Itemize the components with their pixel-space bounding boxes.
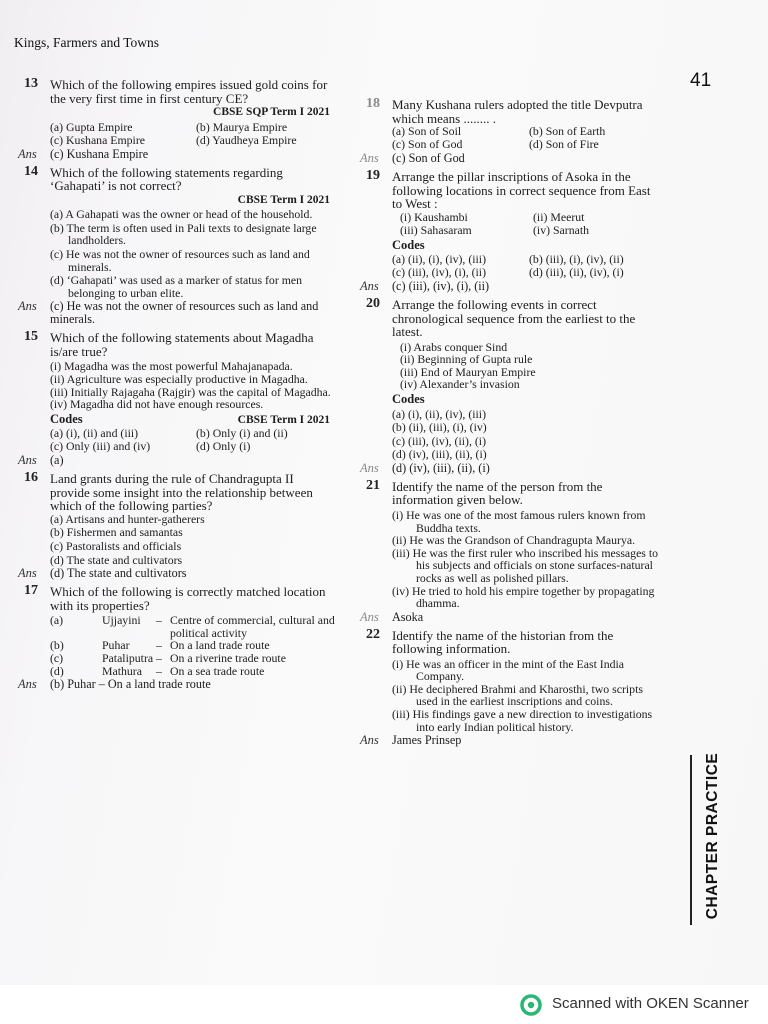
question-number: 15: [24, 329, 38, 345]
options: [392, 253, 660, 279]
statement-iv: (iv) Magadha did not have enough resources.: [50, 397, 264, 412]
events: [392, 341, 660, 391]
question-text: Identify the name of the person from the information given below.: [392, 478, 603, 508]
option-a: (a) Gupta Empire: [50, 119, 133, 134]
match-dash: –: [156, 638, 162, 653]
clue-i: (i) He was one of the most famous rulers known from Buddha texts.: [392, 507, 646, 535]
exam-source: CBSE Term I 2021: [237, 413, 330, 426]
option-a: (a) (i), (ii) and (iii): [50, 426, 139, 441]
answer-text: Asoka: [392, 609, 424, 624]
option-b: (b) The term is often used in Pali texts to designate large landholders.: [50, 220, 317, 248]
clue-iii: (iii) His findings gave a new direction to investigations into early Indian political history.: [392, 707, 653, 734]
match-row: [50, 665, 336, 678]
match-place: Ujjayini: [102, 613, 141, 628]
event-ii: (ii) Beginning of Gupta rule: [400, 352, 533, 367]
options: [50, 208, 336, 299]
question-21: [360, 477, 660, 624]
option-b: (b) Only (i) and (ii): [196, 426, 288, 441]
match-code: (a): [50, 613, 64, 628]
event-i: (i) Arabs conquer Sind: [400, 339, 508, 354]
options: [392, 408, 660, 461]
match-dash: –: [156, 613, 162, 628]
statement-ii: (ii) Agriculture was especially productive in Magadha.: [50, 371, 308, 386]
answer-text: (a): [50, 453, 64, 468]
clue-iii: (iii) He was the first ruler who inscribed his messages to his subjects and officials on stone surfaces-natural rocks as well as polished pillars.: [392, 545, 659, 585]
question-text: Identify the name of the historian from the following information.: [392, 627, 614, 657]
codes-heading: Codes: [50, 411, 83, 426]
exam-source: CBSE Term I 2021: [237, 193, 330, 206]
answer: [360, 279, 660, 294]
question-15: [18, 331, 336, 467]
answer-label: Ans: [18, 146, 37, 161]
options: [50, 513, 336, 566]
option-d: (d) (iv), (iii), (ii), (i): [392, 447, 487, 462]
option-a: (a) A Gahapati was the owner or head of the household.: [50, 207, 313, 222]
question-text: Which of the following statements regarding ‘Gahapati’ is not correct?: [50, 164, 283, 194]
question-14: [18, 163, 336, 327]
question-number: 20: [366, 296, 380, 312]
answer: [18, 677, 336, 692]
clue-i: (i) He was an officer in the mint of the East India Company.: [392, 656, 625, 684]
question-19: [360, 170, 660, 293]
question-text: Which of the following is correctly matched location with its properties?: [50, 584, 326, 613]
option-c: (c) Son of God: [392, 137, 463, 151]
match-desc: Centre of commercial, cultural and political activity: [170, 613, 335, 640]
option-d: (d) (iii), (ii), (iv), (i): [529, 265, 624, 280]
clues: [392, 509, 660, 610]
option-a: (a) Son of Soil: [392, 124, 462, 138]
option-b: (b) Son of Earth: [529, 124, 606, 138]
location-i: (i) Kaushambi: [400, 209, 468, 224]
match-row: [50, 652, 336, 665]
answer: [18, 299, 336, 327]
clues: [392, 658, 660, 734]
option-c: (c) Kushana Empire: [50, 132, 145, 147]
question-number: 19: [366, 168, 380, 183]
answer: [18, 453, 336, 468]
question-16: [18, 472, 336, 580]
question-13: [18, 78, 336, 161]
left-column: [18, 78, 336, 696]
scanner-watermark: Scanned with OKEN Scanner: [552, 995, 749, 1012]
answer: [360, 460, 660, 475]
match-place: Mathura: [102, 663, 142, 678]
clue-ii: (ii) He deciphered Brahmi and Kharosthi, two scripts used in the earliest inscriptions and coins.: [392, 681, 643, 709]
option-a: (a) Artisans and hunter-gatherers: [50, 511, 205, 526]
question-22: [360, 626, 660, 748]
option-d: (d) Son of Fire: [529, 137, 599, 151]
answer-text: (c) Son of God: [392, 151, 465, 165]
option-a: (a) (i), (ii), (iv), (iii): [392, 406, 487, 421]
match-place: Pataliputra: [102, 650, 154, 665]
match-desc: On a land trade route: [170, 638, 270, 653]
match-place: Puhar: [102, 638, 130, 653]
location-iii: (iii) Sahasaram: [400, 222, 472, 237]
option-d: (d) ‘Gahapati’ was used as a marker of status for men belonging to urban elite.: [50, 273, 303, 300]
question-text: Many Kushana rulers adopted the title Devputra which means ........ .: [392, 97, 643, 126]
option-b: (b) (iii), (i), (iv), (ii): [529, 252, 624, 267]
location-ii: (ii) Meerut: [533, 209, 585, 224]
options: [50, 427, 336, 453]
statement-i: (i) Magadha was the most powerful Mahajanapada.: [50, 359, 293, 374]
codes-heading: Codes: [392, 391, 425, 406]
answer-text: (c) (iii), (iv), (i), (ii): [392, 279, 490, 294]
answer-label: Ans: [18, 299, 37, 314]
running-head: Kings, Farmers and Towns: [14, 35, 160, 50]
match-code: (b): [50, 638, 64, 653]
answer-label: Ans: [18, 566, 37, 581]
question-number: 13: [24, 76, 38, 91]
chapter-practice-tab: [690, 752, 722, 925]
answer-text: (d) (iv), (iii), (ii), (i): [392, 460, 490, 475]
question-number: 16: [24, 470, 38, 486]
match-code: (c): [50, 650, 64, 665]
option-d: (d) The state and cultivators: [50, 552, 183, 567]
answer-text: (c) He was not the owner of resources such as land and minerals.: [50, 299, 319, 327]
option-c: (c) Pastoralists and officials: [50, 539, 182, 553]
answer-label: Ans: [360, 279, 379, 294]
clue-iv: (iv) He tried to hold his empire together by propagating dhamma.: [392, 583, 655, 611]
question-17: [18, 585, 336, 691]
chapter-practice-label: CHAPTER PRACTICE: [704, 752, 722, 920]
answer-text: James Prinsep: [392, 733, 462, 748]
option-c: (c) Only (iii) and (iv): [50, 439, 151, 454]
question-number: 18: [366, 96, 380, 111]
answer: [360, 733, 660, 748]
options: [50, 121, 336, 147]
page-number: 41: [690, 70, 712, 91]
scanner-logo-icon: [520, 994, 542, 1016]
event-iii: (iii) End of Mauryan Empire: [400, 364, 536, 379]
answer: [18, 146, 336, 161]
option-d: (d) Yaudheya Empire: [196, 132, 297, 147]
match-desc: On a riverine trade route: [170, 650, 286, 665]
match-dash: –: [156, 650, 162, 665]
option-a: (a) (ii), (i), (iv), (iii): [392, 252, 487, 267]
answer: [360, 151, 660, 165]
locations: [392, 211, 660, 237]
option-c: (c) (iii), (iv), (i), (ii): [392, 265, 487, 280]
option-b: (b) (ii), (iii), (i), (iv): [392, 420, 487, 435]
question-text: Arrange the pillar inscriptions of Asoka in the following locations in correct sequence from East to West :: [392, 169, 651, 211]
question-number: 22: [366, 626, 380, 642]
question-text: Which of the following statements about Magadha is/are true?: [50, 330, 314, 359]
location-iv: (iv) Sarnath: [533, 222, 590, 237]
match-row: [50, 614, 336, 639]
match-dash: –: [156, 663, 162, 678]
answer: [18, 566, 336, 581]
question-text: Which of the following empires issued gold coins for the very first time in first century CE?: [50, 77, 328, 106]
right-column: [360, 98, 660, 752]
question-20: [360, 298, 660, 475]
statement-iii: (iii) Initially Rajagaha (Rajgir) was the capital of Magadha.: [50, 384, 331, 399]
answer: [360, 609, 660, 624]
answer-label: Ans: [360, 733, 379, 748]
match-list: [50, 614, 336, 677]
answer-label: Ans: [18, 453, 37, 468]
option-c: (c) He was not the owner of resources such as land and minerals.: [50, 246, 310, 274]
answer-text: (c) Kushana Empire: [50, 146, 149, 161]
question-18: [360, 98, 660, 165]
statements: [50, 360, 336, 410]
answer-label: Ans: [360, 460, 379, 475]
clue-ii: (ii) He was the Grandson of Chandragupta Maurya.: [392, 533, 636, 548]
codes-heading: Codes: [392, 237, 425, 252]
match-desc: On a sea trade route: [170, 663, 265, 678]
answer-label: Ans: [360, 609, 379, 624]
question-number: 14: [24, 163, 38, 179]
question-number: 17: [24, 583, 38, 599]
answer-label: Ans: [360, 151, 379, 165]
match-code: (d): [50, 663, 64, 678]
event-iv: (iv) Alexander’s invasion: [400, 377, 520, 392]
options: [392, 125, 660, 151]
question-text: Land grants during the rule of Chandragupta II provide some insight into the relationship between which of the following parties?: [50, 471, 313, 514]
question-text: Arrange the following events in correct chronological sequence from the earliest to the latest.: [392, 297, 636, 340]
exam-source: CBSE SQP Term I 2021: [213, 106, 330, 118]
answer-text: (d) The state and cultivators: [50, 566, 187, 581]
option-b: (b) Fishermen and samantas: [50, 525, 183, 540]
question-number: 21: [366, 477, 380, 493]
option-c: (c) (iii), (iv), (ii), (i): [392, 433, 487, 448]
answer-label: Ans: [18, 677, 37, 692]
option-b: (b) Maurya Empire: [196, 119, 288, 134]
option-d: (d) Only (i): [196, 439, 251, 454]
answer-text: (b) Puhar – On a land trade route: [50, 677, 211, 692]
